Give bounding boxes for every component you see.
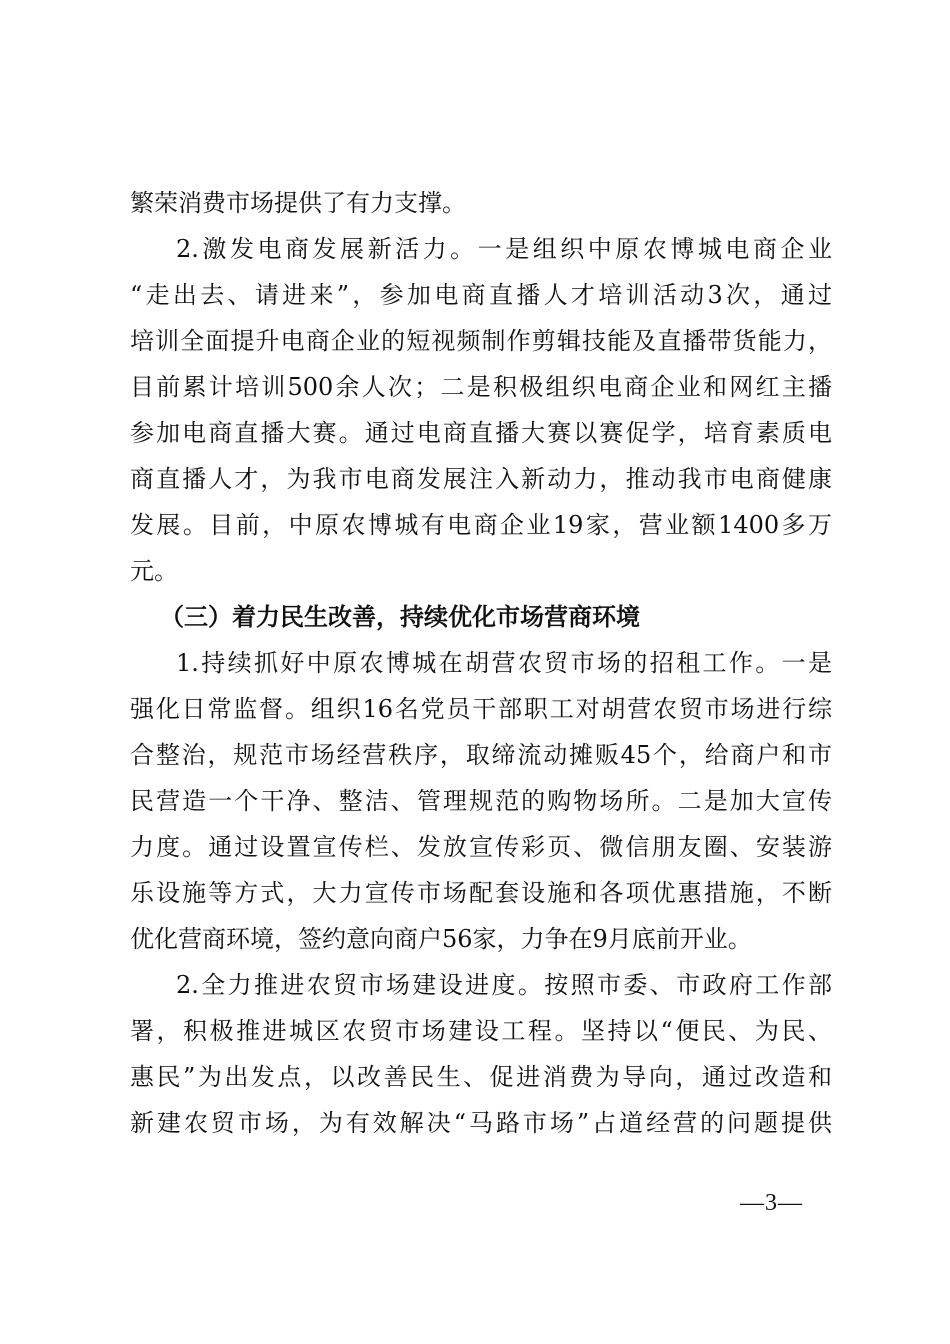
text-line: “走出去、请进来”，参加电商直播人才培训活动3次，通过: [130, 281, 832, 309]
text-line: 目前累计培训500余人次；二是积极组织电商企业和网红主播: [130, 373, 832, 401]
text-line: 繁荣消费市场提供了有力支撑。: [130, 189, 466, 217]
text-line: 署，积极推进城区农贸市场建设工程。坚持以“便民、为民、: [130, 1017, 832, 1045]
page-number: —3—: [740, 1190, 803, 1216]
text-line: 优化营商环境，签约意向商户56家，力争在9月底前开业。: [130, 925, 752, 953]
text-line: 乐设施等方式，大力宣传市场配套设施和各项优惠措施，不断: [130, 879, 832, 907]
text-line: 民营造一个干净、整洁、管理规范的购物场所。二是加大宣传: [130, 787, 832, 815]
section-heading: （三）着力民生改善，持续优化市场营商环境: [160, 602, 640, 631]
text-line: 新建农贸市场，为有效解决“马路市场”占道经营的问题提供: [130, 1109, 832, 1137]
text-line: 1.持续抓好中原农博城在胡营农贸市场的招租工作。一是: [176, 649, 832, 677]
document-body: [130, 180, 832, 1146]
text-line: 2.全力推进农贸市场建设进度。按照市委、市政府工作部: [176, 971, 832, 999]
text-line: 元。: [130, 557, 178, 585]
text-line: 力度。通过设置宣传栏、发放宣传彩页、微信朋友圈、安装游: [130, 833, 832, 861]
text-line: 合整治，规范市场经营秩序，取缔流动摊贩45个，给商户和市: [130, 741, 832, 769]
text-line: 参加电商直播大赛。通过电商直播大赛以赛促学，培育素质电: [130, 419, 832, 447]
text-line: 强化日常监督。组织16名党员干部职工对胡营农贸市场进行综: [130, 695, 832, 723]
text-line: 惠民”为出发点，以改善民生、促进消费为导向，通过改造和: [130, 1063, 832, 1091]
text-line: 发展。目前，中原农博城有电商企业19家，营业额1400多万: [130, 511, 832, 539]
text-line: 商直播人才，为我市电商发展注入新动力，推动我市电商健康: [130, 465, 832, 493]
text-line: 2.激发电商发展新活力。一是组织中原农博城电商企业: [176, 235, 832, 263]
text-line: 培训全面提升电商企业的短视频制作剪辑技能及直播带货能力，: [130, 327, 832, 355]
